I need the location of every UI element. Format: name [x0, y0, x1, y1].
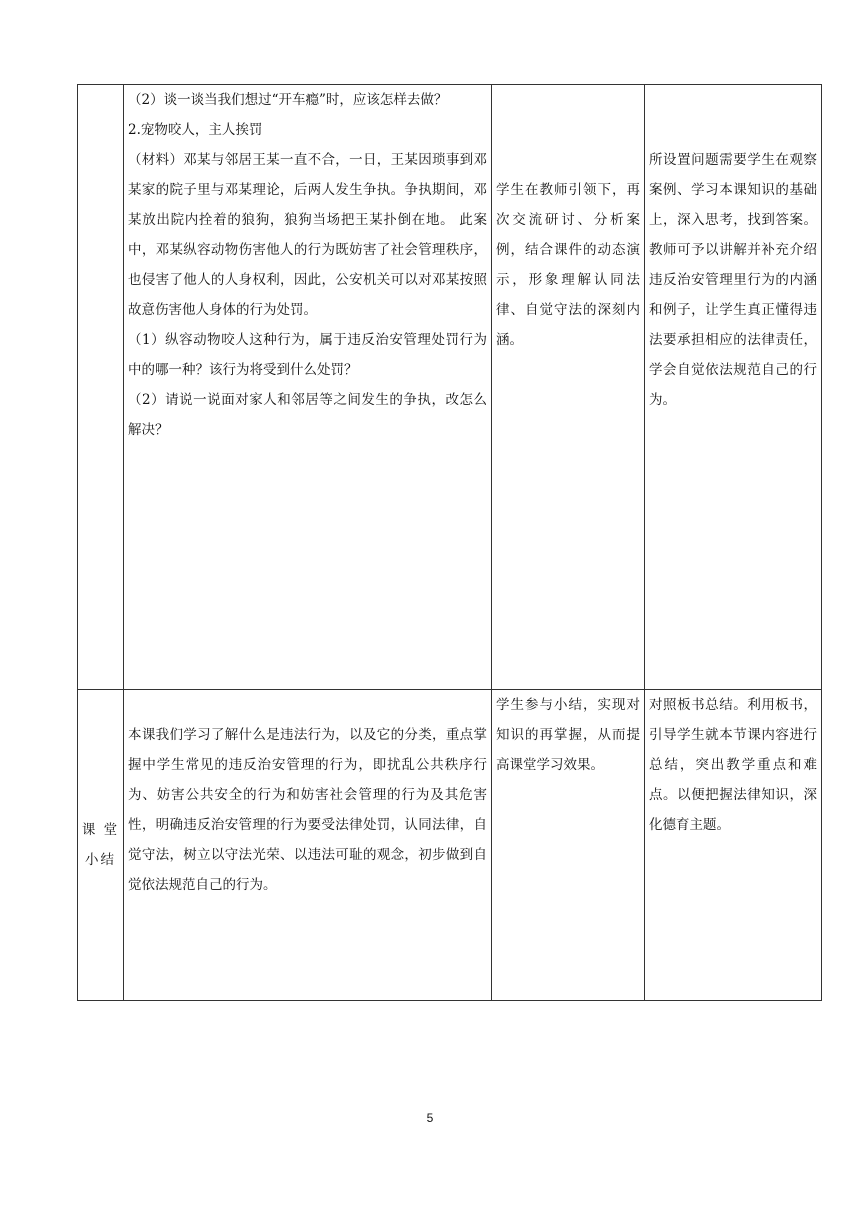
phase-label-line1: 课 堂	[81, 822, 120, 838]
lesson-plan-table	[77, 84, 822, 1001]
table-row	[78, 690, 822, 1001]
design-intent-text: 所设置问题需要学生在观察案例、学习本课知识的基础上，深入思考，找到答案。教师可予以讲解并补充介绍违反治安管理里行为的内涵和例子，让学生真正懂得违法要承担相应的法律责任，学会自觉依法规范自己的行为。	[649, 152, 817, 408]
table-row	[78, 85, 822, 690]
phase-label-line2: 小结	[85, 852, 116, 868]
case-material-paragraph: （材料）邓某与邻居王某一直不合，一日，王某因琐事到邓某家的院子里与邓某理论，后两人发生争执。争执期间，邓某放出院内拴着的狼狗，狼狗当场把王某扑倒在地。 此案中，邓某纵容动物伤害他人的行为既妨害了社会管理秩序，也侵害了他人的人身权利，因此，公安机关可以对邓某按照故意伤害他人身体的行为处罚。	[128, 152, 487, 318]
content-cell	[124, 690, 492, 1001]
summary-text: 本课我们学习了解什么是违法行为，以及它的分类，重点掌握中学生常见的违反治安管理的行为，即扰乱公共秩序行为、妨害公共安全的行为和妨害社会管理的行为及其危害性，明确违反治安管理的行为要受法律处罚，认同法律，自觉守法，树立以守法光荣、以违法可耻的观念，初步做到自觉依法规范自己的行为。	[128, 727, 487, 893]
case-title-paragraph: 2.宠物咬人，主人挨罚	[128, 122, 263, 138]
design-intent-cell	[645, 85, 822, 690]
content-cell	[124, 85, 492, 690]
student-activity-text: 学生在教师引领下，再次交流研讨、分析案例，结合课件的动态演示，形象理解认同法律、自觉守法的深刻内涵。	[496, 182, 640, 348]
student-activity-text: 学生参与小结，实现对知识的再掌握，从而提高课堂学习效果。	[496, 697, 640, 773]
question-paragraph: （1）纵容动物咬人这种行为，属于违反治安管理处罚行为中的哪一种？该行为将受到什么处罚？	[128, 332, 487, 378]
design-intent-cell	[645, 690, 822, 1001]
design-intent-text: 对照板书总结。利用板书，引导学生就本节课内容进行总结，突出教学重点和难点。以便把握法律知识，深化德育主题。	[649, 697, 817, 833]
phase-cell	[78, 690, 124, 1001]
question-paragraph: （2）谈一谈当我们想过“开车瘾”时，应该怎样去做？	[128, 92, 448, 108]
student-activity-cell	[492, 690, 645, 1001]
phase-cell-empty	[78, 85, 124, 690]
student-activity-cell	[492, 85, 645, 690]
question-paragraph: （2）请说一说面对家人和邻居等之间发生的争执，改怎么解决？	[128, 392, 487, 438]
page-number: 5	[426, 1111, 434, 1125]
